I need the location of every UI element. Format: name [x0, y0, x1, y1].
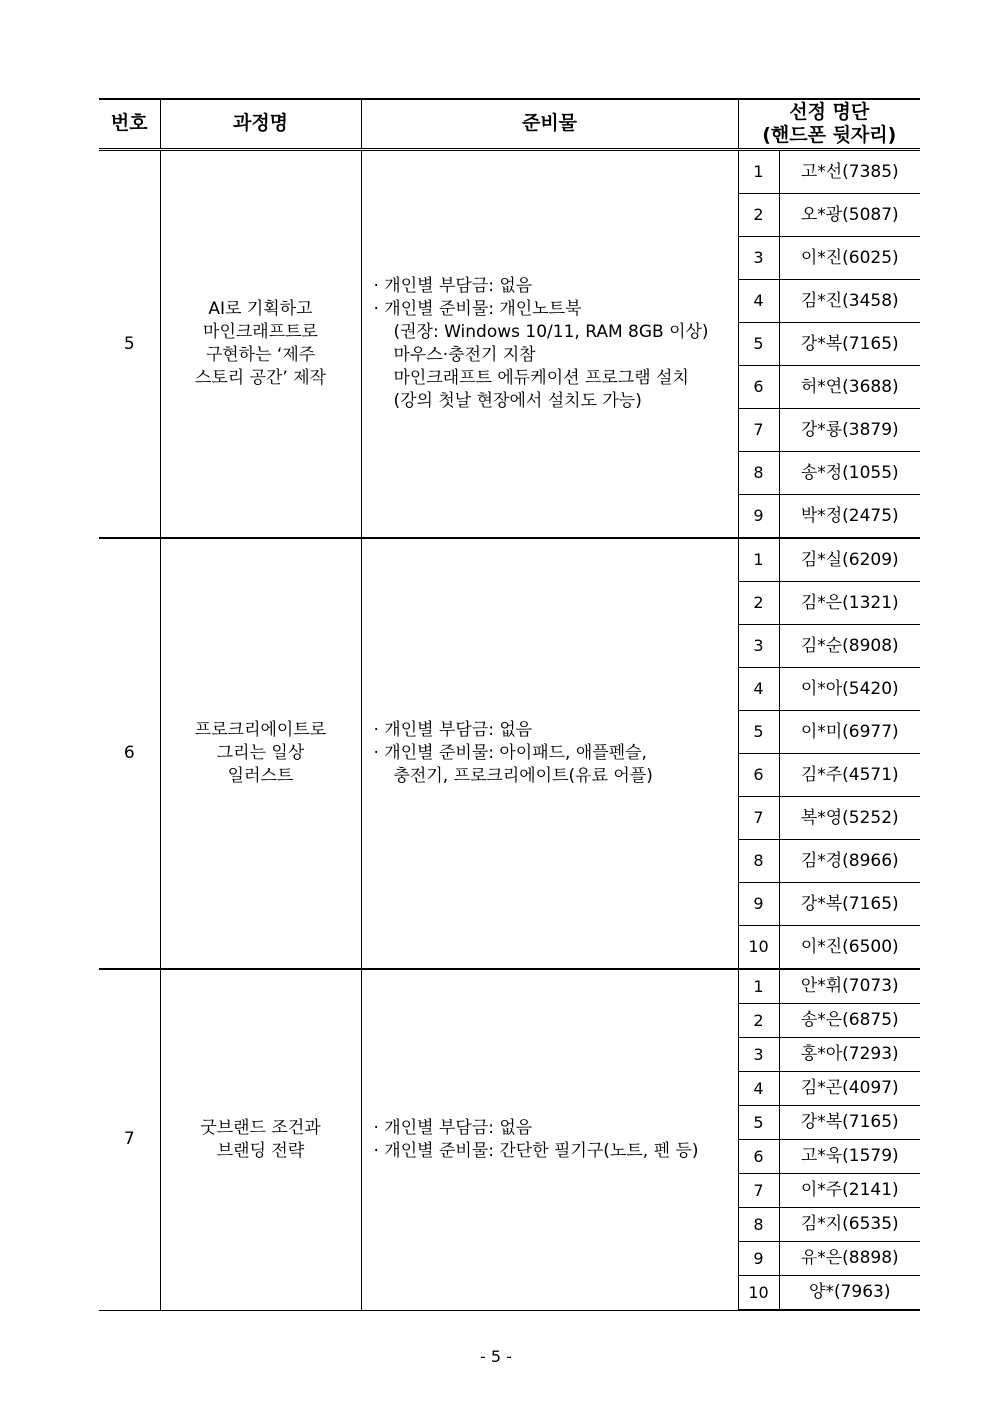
- selected-name: 김*경(8966): [779, 840, 920, 883]
- course-number: 7: [99, 969, 160, 1310]
- preparation-line: (권장: Windows 10/11, RAM 8GB 이상): [393, 322, 709, 343]
- course-title-line: 그리는 일상: [216, 743, 305, 764]
- selected-name: 김*곤(4097): [779, 1072, 920, 1106]
- selected-index: 10: [738, 1276, 779, 1311]
- selected-index: 7: [738, 1174, 779, 1208]
- selected-index: 9: [738, 1242, 779, 1276]
- course-title: [160, 150, 361, 539]
- selected-index: 3: [738, 1038, 779, 1072]
- course-preparation: [361, 538, 738, 969]
- selected-name: 홍*아(7293): [779, 1038, 920, 1072]
- course-title-line: 브랜딩 전략: [216, 1140, 305, 1161]
- selected-index: 9: [738, 883, 779, 926]
- preparation-line: 충전기, 프로크리에이트(유료 어플): [393, 765, 653, 786]
- course-preparation: [361, 150, 738, 539]
- header-selected-line2: (핸드폰 뒷자리): [762, 124, 897, 146]
- selected-index: 3: [738, 237, 779, 280]
- course-title-line: 마인크래프트로: [203, 322, 318, 343]
- preparation-line: · 개인별 준비물: 개인노트북: [373, 299, 582, 320]
- selected-index: 7: [738, 797, 779, 840]
- selected-index: 2: [738, 1004, 779, 1038]
- header-no: 번호: [99, 99, 160, 150]
- selected-name: 허*연(3688): [779, 366, 920, 409]
- selected-name: 강*복(7165): [779, 883, 920, 926]
- selected-name: 고*욱(1579): [779, 1140, 920, 1174]
- course-title-line: 굿브랜드 조건과: [200, 1117, 321, 1138]
- preparation-line: · 개인별 부담금: 없음: [373, 720, 533, 741]
- selected-name: 이*미(6977): [779, 711, 920, 754]
- selected-name: 김*지(6535): [779, 1208, 920, 1242]
- selected-index: 3: [738, 625, 779, 668]
- selected-index: 10: [738, 926, 779, 970]
- selected-name: 송*정(1055): [779, 452, 920, 495]
- selected-index: 6: [738, 1140, 779, 1174]
- selected-index: 1: [738, 969, 779, 1004]
- selected-name: 송*은(6875): [779, 1004, 920, 1038]
- selected-index: 2: [738, 582, 779, 625]
- selected-index: 6: [738, 754, 779, 797]
- preparation-line: 마인크래프트 에듀케이션 프로그램 설치: [393, 367, 689, 388]
- selected-name: 오*광(5087): [779, 194, 920, 237]
- table-row: [99, 538, 920, 582]
- course-preparation: [361, 969, 738, 1310]
- course-title-line: 프로크리에이트로: [194, 720, 327, 741]
- selected-name: 복*영(5252): [779, 797, 920, 840]
- selected-index: 7: [738, 409, 779, 452]
- selected-index: 1: [738, 150, 779, 194]
- selected-name: 강*복(7165): [779, 323, 920, 366]
- table-row: [99, 969, 920, 1004]
- selected-name: 김*진(3458): [779, 280, 920, 323]
- course-number: 5: [99, 150, 160, 539]
- preparation-line: 마우스·충전기 지참: [393, 345, 536, 365]
- course-title-line: 일러스트: [227, 765, 294, 786]
- selected-index: 8: [738, 452, 779, 495]
- header-course: 과정명: [160, 99, 361, 150]
- course-title: [160, 969, 361, 1310]
- selected-name: 고*선(7385): [779, 150, 920, 194]
- selected-name: 이*주(2141): [779, 1174, 920, 1208]
- selected-name: 김*실(6209): [779, 538, 920, 582]
- selected-name: 유*은(8898): [779, 1242, 920, 1276]
- course-number: 6: [99, 538, 160, 969]
- selected-name: 김*은(1321): [779, 582, 920, 625]
- selected-name: 김*주(4571): [779, 754, 920, 797]
- selected-name: 이*진(6500): [779, 926, 920, 970]
- preparation-line: · 개인별 준비물: 아이패드, 애플펜슬,: [373, 743, 647, 764]
- course-title-line: 스토리 공간’ 제작: [194, 367, 327, 388]
- selected-index: 8: [738, 1208, 779, 1242]
- selected-index: 5: [738, 711, 779, 754]
- selected-name: 이*아(5420): [779, 668, 920, 711]
- selected-name: 안*휘(7073): [779, 969, 920, 1004]
- header-selected-line1: 선정 명단: [789, 101, 870, 124]
- table-body: [99, 150, 920, 1311]
- header-row: [99, 99, 920, 150]
- selected-index: 1: [738, 538, 779, 582]
- header-prep: 준비물: [361, 99, 738, 150]
- selected-name: 강*룡(3879): [779, 409, 920, 452]
- page-number: - 5 -: [480, 1347, 512, 1366]
- selected-name: 강*복(7165): [779, 1106, 920, 1140]
- course-title-line: 구현하는 ‘제주: [205, 345, 316, 365]
- selected-name: 양*(7963): [779, 1276, 920, 1311]
- preparation-line: (강의 첫날 현장에서 설치도 가능): [393, 390, 642, 411]
- selected-index: 4: [738, 1072, 779, 1106]
- course-title: [160, 538, 361, 969]
- selected-index: 5: [738, 1106, 779, 1140]
- preparation-line: · 개인별 준비물: 간단한 필기구(노트, 펜 등): [373, 1140, 699, 1161]
- selected-index: 4: [738, 668, 779, 711]
- preparation-line: · 개인별 부담금: 없음: [373, 1117, 533, 1138]
- table-row: [99, 150, 920, 194]
- selected-index: 8: [738, 840, 779, 883]
- selected-name: 이*진(6025): [779, 237, 920, 280]
- selected-index: 4: [738, 280, 779, 323]
- selected-index: 9: [738, 495, 779, 539]
- selected-index: 5: [738, 323, 779, 366]
- selected-index: 2: [738, 194, 779, 237]
- selected-name: 박*정(2475): [779, 495, 920, 539]
- selected-name: 김*순(8908): [779, 625, 920, 668]
- selection-table: [99, 98, 920, 1311]
- header-selected: [738, 99, 920, 150]
- preparation-line: · 개인별 부담금: 없음: [373, 276, 533, 297]
- selected-index: 6: [738, 366, 779, 409]
- course-title-line: AI로 기획하고: [208, 299, 313, 320]
